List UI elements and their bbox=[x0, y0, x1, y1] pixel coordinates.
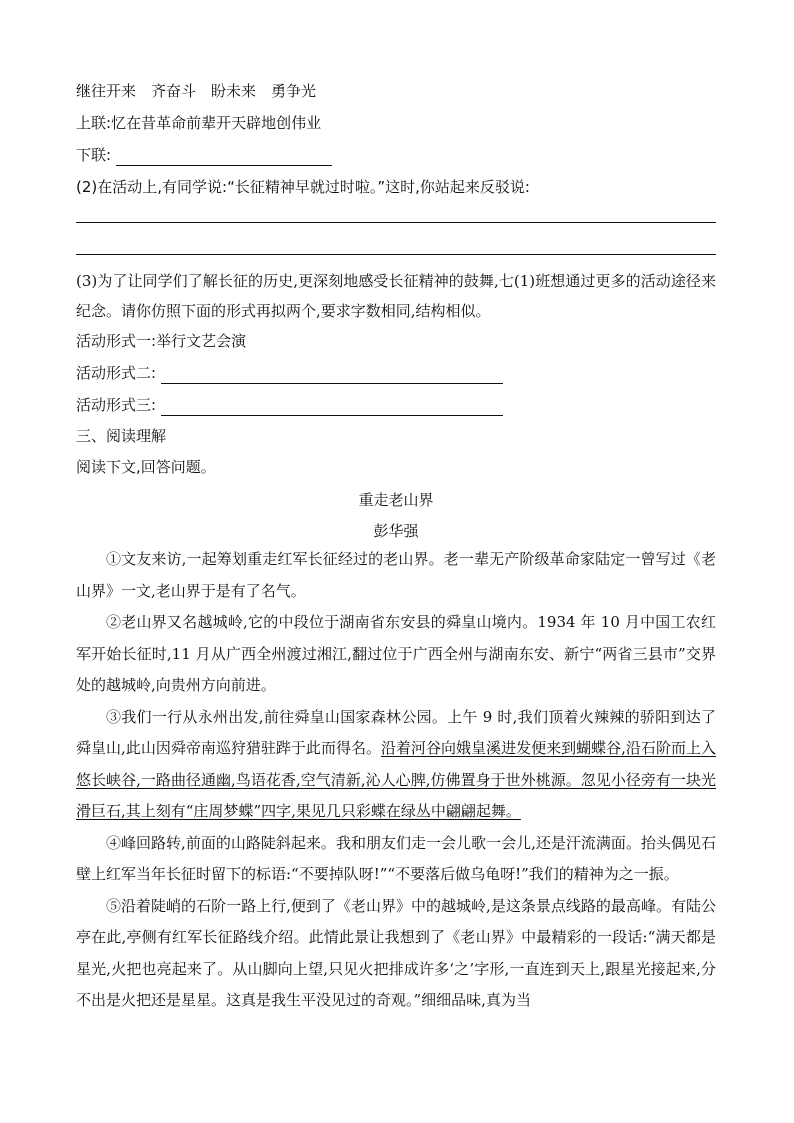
article-paragraph-5: ⑤沿着陡峭的石阶一路上行,便到了《老山界》中的越城岭,是这条景点线路的最高峰。有陆公亭在此,亭侧有红军长征路线介绍。此情此景让我想到了《老山界》中最精彩的一段话:“满天都是星光,火把也亮起来了。从山脚向上望,只见火把排成许多‘之’字形,一直连到天上,跟星光接起来,分不出是火把还是星星。这真是我生平没见过的奇观。”细细品味,真为当 bbox=[76, 896, 716, 1009]
article-paragraph-2: ②老山界又名越城岭,它的中段位于湖南省东安县的舜皇山境内。1934 年 10 月中国工农红军开始长征时,11 月从广西全州渡过湘江,翻过位于广西全州与湖南东安、新宁“两省三县市”交界处的越城岭,向贵州方向前进。 bbox=[76, 613, 716, 694]
paragraph-3-start: ③我们一行从永州出发,前往舜皇山国家森林公园。上午 9 时,我们顶着火辣辣的骄阳到达了舜皇山,此山因舜帝南巡狩猎驻跸于此而得名。 bbox=[76, 707, 716, 757]
couplet-lower bbox=[76, 144, 332, 166]
q3-form2 bbox=[76, 362, 503, 384]
article-author: 彭华强 bbox=[373, 522, 419, 540]
article-paragraph-3 bbox=[76, 702, 716, 828]
q3-prompt: (3)为了让同学们了解长征的历史,更深刻地感受长征精神的鼓舞,七(1)班想通过更多的活动途径来纪念。请你仿照下面的形式再拟两个,要求字数相同,结构相似。 bbox=[76, 272, 716, 320]
upper-text: 忆在昔革命前辈开天辟地创伟业 bbox=[111, 114, 322, 132]
lower-answer-blank[interactable] bbox=[116, 149, 332, 166]
couplet-options: 继往开来 齐奋斗 盼未来 勇争光 bbox=[76, 82, 317, 100]
q3-form1 bbox=[76, 330, 246, 352]
q2-prompt: (2)在活动上,有同学说:“长征精神早就过时啦。”这时,你站起来反驳说: bbox=[76, 178, 530, 196]
form3-answer-blank[interactable] bbox=[161, 399, 503, 416]
form2-label: 活动形式二: bbox=[76, 364, 157, 382]
article-body bbox=[76, 544, 716, 1017]
article-title: 重走老山界 bbox=[358, 491, 434, 509]
section3-heading: 三、阅读理解 bbox=[76, 427, 167, 445]
article-paragraph-1: ①文友来访,一起筹划重走红军长征经过的老山界。老一辈无产阶级革命家陆定一曾写过《老山界》一文,老山界于是有了名气。 bbox=[76, 550, 716, 600]
upper-label: 上联: bbox=[76, 114, 112, 132]
q2-answer-line-2[interactable] bbox=[76, 254, 716, 255]
article-paragraph-4: ④峰回路转,前面的山路陡斜起来。我和朋友们走一会儿歌一会儿,还是汗流满面。抬头偶见石壁上红军当年长征时留下的标语:“不要掉队呀!”“不要落后做乌龟呀!”我们的精神为之一振。 bbox=[76, 833, 716, 883]
section3-instruction: 阅读下文,回答问题。 bbox=[76, 458, 216, 476]
form1-text: 举行文艺会演 bbox=[156, 332, 247, 350]
paragraph-3-underlined: 沿着河谷向娥皇溪进发便来到蝴蝶谷,沿石阶而上入悠长峡谷,一路曲径通幽,鸟语花香,空气清新,沁人心脾,仿佛置身于世外桃源。忽见小径旁有一块光滑巨石,其上刻有“庄周梦蝶”四字,果见几只彩蝶在绿丛中翩翩起舞。 bbox=[76, 739, 716, 820]
q2-answer-line-1[interactable] bbox=[76, 222, 716, 223]
form3-label: 活动形式三: bbox=[76, 396, 157, 414]
form1-label: 活动形式一: bbox=[76, 332, 157, 350]
couplet-upper bbox=[76, 112, 321, 134]
lower-label: 下联: bbox=[76, 146, 112, 164]
q3-form3 bbox=[76, 394, 503, 416]
form2-answer-blank[interactable] bbox=[161, 367, 503, 384]
